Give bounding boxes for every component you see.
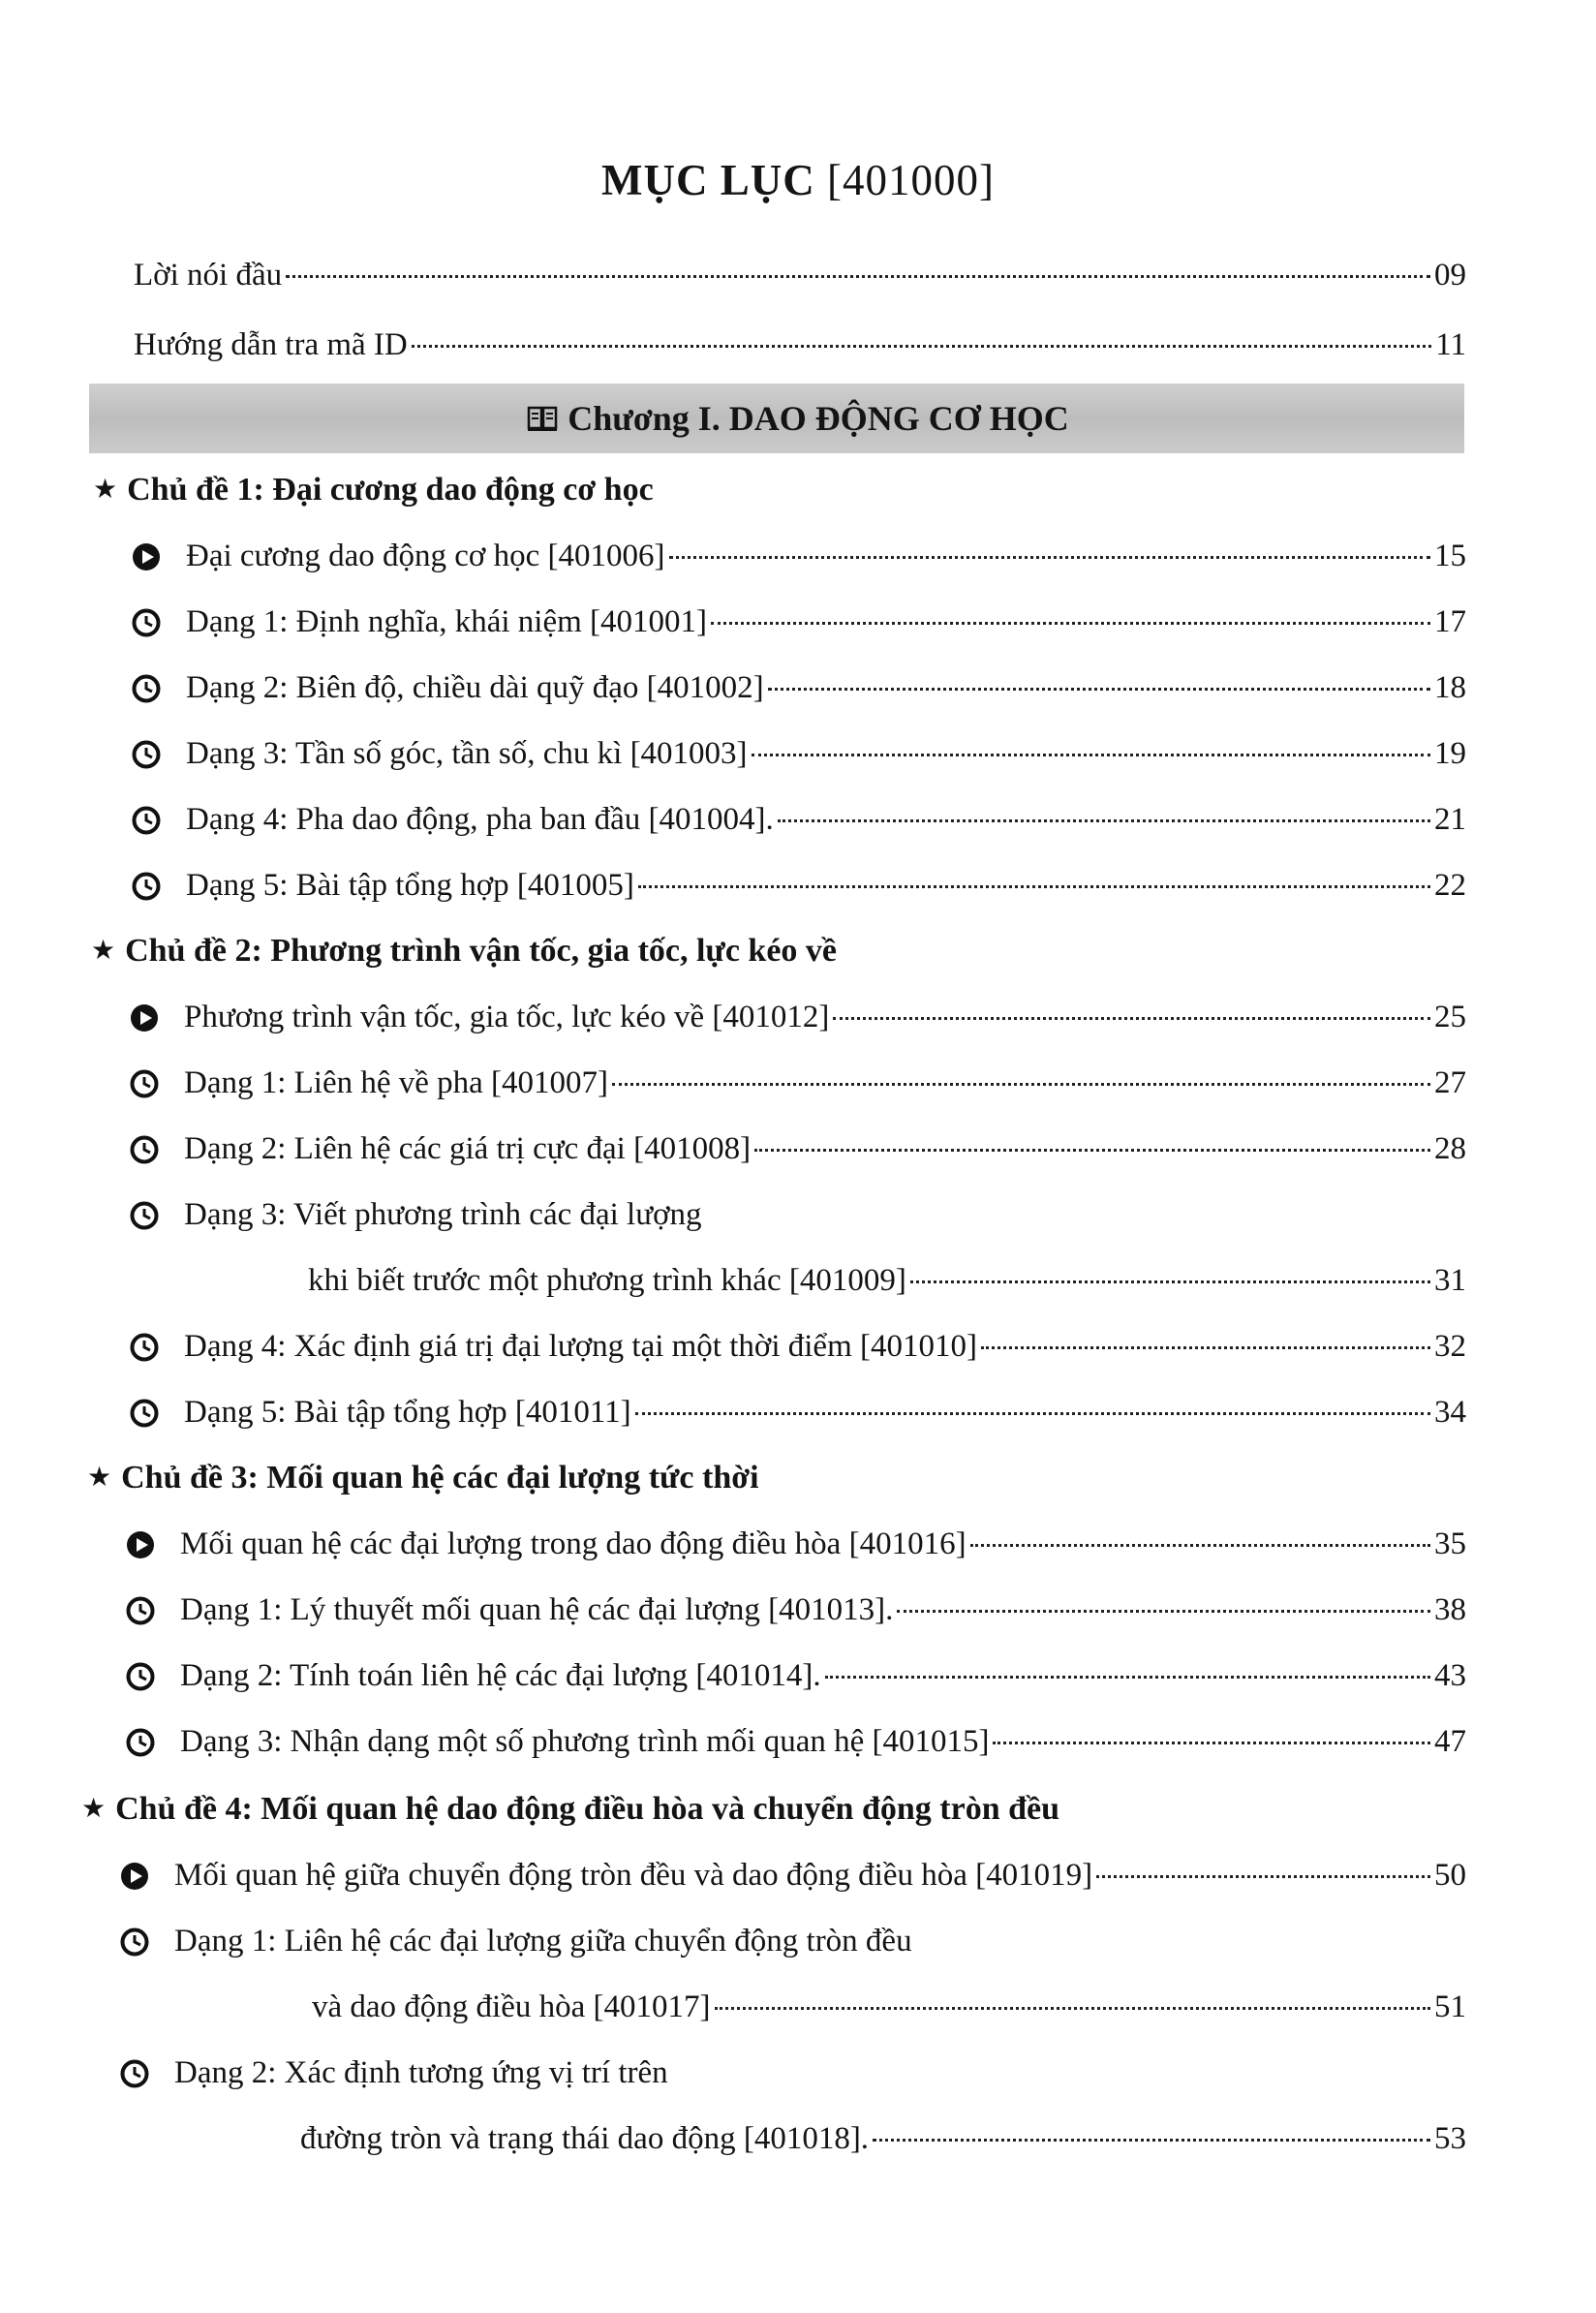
dot-leader	[897, 1610, 1430, 1613]
topic-label: Chủ đề 4: Mối quan hệ dao động điều hòa và chuyển động tròn đều	[115, 1791, 1060, 1827]
play-icon	[120, 1862, 149, 1891]
entry-page: 25	[1434, 1000, 1466, 1034]
entry-label: Dạng 2: Tính toán liên hệ các đại lượng [401014].	[180, 1658, 821, 1693]
toc-entry[interactable]	[186, 666, 1466, 709]
entry-label: Dạng 1: Liên hệ về pha [401007]	[184, 1065, 609, 1100]
entry-page: 53	[1434, 2121, 1466, 2156]
entry-page: 38	[1434, 1592, 1466, 1627]
clock-icon	[126, 1662, 155, 1691]
dot-leader	[638, 885, 1430, 888]
dot-leader	[768, 688, 1430, 691]
entry-page: 35	[1434, 1527, 1466, 1561]
page-title	[0, 155, 1596, 205]
dot-leader	[754, 1149, 1430, 1152]
chapter-heading[interactable]	[0, 391, 1596, 446]
toc-entry-continuation[interactable]	[300, 2117, 1466, 2160]
entry-label: Phương trình vận tốc, gia tốc, lực kéo về [401012]	[184, 1000, 830, 1034]
entry-label: Hướng dẫn tra mã ID	[134, 327, 408, 362]
entry-label: Dạng 5: Bài tập tổng hợp [401011]	[184, 1395, 631, 1430]
dot-leader	[825, 1676, 1430, 1679]
toc-entry[interactable]	[174, 1920, 1466, 1962]
entry-label: khi biết trước một phương trình khác [401009]	[308, 1263, 906, 1298]
entry-page: 43	[1434, 1658, 1466, 1693]
dot-leader	[993, 1742, 1430, 1744]
entry-page: 15	[1434, 539, 1466, 573]
dot-leader	[1096, 1875, 1430, 1878]
entry-page: 21	[1434, 802, 1466, 837]
entry-page: 27	[1434, 1065, 1466, 1100]
toc-entry[interactable]	[180, 1720, 1466, 1763]
entry-page: 34	[1434, 1395, 1466, 1430]
entry-page: 51	[1434, 1989, 1466, 2024]
topic-heading-2[interactable]	[91, 930, 837, 973]
entry-page: 32	[1434, 1329, 1466, 1364]
dot-leader	[635, 1412, 1430, 1415]
chapter-title-text: Chương I. DAO ĐỘNG CƠ HỌC	[568, 399, 1069, 438]
clock-icon	[132, 806, 161, 835]
dot-leader	[910, 1280, 1430, 1283]
toc-entry[interactable]	[184, 1062, 1466, 1104]
dot-leader	[873, 2139, 1430, 2142]
entry-page: 28	[1434, 1131, 1466, 1166]
entry-label: Dạng 4: Pha dao động, pha ban đầu [401004].	[186, 802, 774, 837]
toc-entry[interactable]	[184, 996, 1466, 1038]
entry-label: đường tròn và trạng thái dao động [401018].	[300, 2121, 870, 2156]
dot-leader	[752, 754, 1430, 756]
dot-leader	[981, 1346, 1430, 1349]
clock-icon	[132, 674, 161, 703]
entry-label: Dạng 3: Nhận dạng một số phương trình mối quan hệ [401015]	[180, 1724, 990, 1759]
clock-icon	[130, 1135, 159, 1164]
dot-leader	[612, 1083, 1430, 1086]
entry-label: Dạng 1: Định nghĩa, khái niệm [401001]	[186, 604, 707, 639]
entry-page: 47	[1434, 1724, 1466, 1759]
entry-page: 31	[1434, 1263, 1466, 1298]
star-icon: ★	[81, 1792, 107, 1824]
play-icon	[130, 1003, 159, 1033]
topic-label: Chủ đề 2: Phương trình vận tốc, gia tốc, lực kéo về	[125, 933, 838, 969]
book-icon	[527, 405, 558, 432]
dot-leader	[778, 819, 1430, 822]
clock-icon	[120, 1928, 149, 1957]
clock-icon	[120, 2059, 149, 2088]
play-icon	[126, 1530, 155, 1559]
dot-leader	[286, 275, 1430, 278]
toc-entry[interactable]	[184, 1127, 1466, 1170]
entry-page: 18	[1434, 670, 1466, 705]
entry-label: Lời nói đầu	[134, 258, 283, 293]
toc-entry[interactable]	[184, 1193, 1466, 1236]
toc-entry[interactable]	[174, 1854, 1466, 1897]
toc-entry[interactable]	[186, 535, 1466, 577]
entry-label: Dạng 2: Biên độ, chiều dài quỹ đạo [401002]	[186, 670, 764, 705]
clock-icon	[130, 1333, 159, 1362]
star-icon: ★	[87, 1461, 112, 1493]
toc-entry[interactable]	[174, 2051, 1466, 2094]
title-main: MỤC LỤC	[601, 156, 815, 204]
entry-label: Đại cương dao động cơ học [401006]	[186, 539, 665, 573]
topic-label: Chủ đề 3: Mối quan hệ các đại lượng tức thời	[121, 1460, 759, 1496]
clock-icon	[132, 872, 161, 901]
topic-label: Chủ đề 1: Đại cương dao động cơ học	[127, 472, 654, 508]
entry-page: 19	[1434, 736, 1466, 771]
toc-entry[interactable]	[184, 1325, 1466, 1368]
toc-entry[interactable]	[184, 1391, 1466, 1434]
clock-icon	[132, 740, 161, 769]
clock-icon	[130, 1201, 159, 1230]
toc-entry[interactable]	[186, 732, 1466, 775]
clock-icon	[126, 1728, 155, 1757]
entry-label: Dạng 2: Liên hệ các giá trị cực đại [401008]	[184, 1131, 752, 1166]
entry-label: Dạng 2: Xác định tương ứng vị trí trên	[174, 2055, 668, 2090]
toc-entry[interactable]	[186, 601, 1466, 643]
toc-entry[interactable]	[180, 1654, 1466, 1697]
entry-label: Dạng 1: Lý thuyết mối quan hệ các đại lượng [401013].	[180, 1592, 894, 1627]
dot-leader	[715, 2007, 1431, 2010]
entry-page: 17	[1434, 604, 1466, 639]
entry-label: Dạng 3: Tần số góc, tần số, chu kì [401003]	[186, 736, 748, 771]
topic-heading-3[interactable]	[87, 1457, 759, 1500]
dot-leader	[833, 1017, 1430, 1020]
entry-page: 11	[1435, 327, 1466, 362]
clock-icon	[132, 608, 161, 637]
dot-leader	[711, 622, 1430, 625]
toc-entry[interactable]	[180, 1523, 1466, 1565]
toc-entry-preface[interactable]	[134, 254, 1466, 296]
entry-label: Dạng 3: Viết phương trình các đại lượng	[184, 1197, 702, 1232]
entry-page: 22	[1434, 868, 1466, 903]
toc-entry-continuation[interactable]	[308, 1259, 1466, 1302]
toc-entry-continuation[interactable]	[312, 1986, 1466, 2028]
entry-label: Dạng 4: Xác định giá trị đại lượng tại một thời điểm [401010]	[184, 1329, 977, 1364]
dot-leader	[970, 1544, 1430, 1547]
clock-icon	[130, 1399, 159, 1428]
entry-label: Dạng 1: Liên hệ các đại lượng giữa chuyển động tròn đều	[174, 1924, 912, 1958]
play-icon	[132, 542, 161, 571]
topic-heading-1[interactable]	[93, 469, 654, 512]
entry-label: Mối quan hệ giữa chuyển động tròn đều và dao động điều hòa [401019]	[174, 1858, 1093, 1893]
toc-entry[interactable]	[186, 798, 1466, 841]
star-icon: ★	[91, 934, 116, 966]
dot-leader	[669, 556, 1430, 559]
topic-heading-4[interactable]	[81, 1788, 1059, 1832]
entry-label: Dạng 5: Bài tập tổng hợp [401005]	[186, 868, 634, 903]
entry-label: Mối quan hệ các đại lượng trong dao động điều hòa [401016]	[180, 1527, 967, 1561]
clock-icon	[130, 1069, 159, 1098]
clock-icon	[126, 1596, 155, 1625]
toc-entry-id-guide[interactable]	[134, 324, 1466, 366]
toc-entry[interactable]	[180, 1588, 1466, 1631]
entry-page: 50	[1434, 1858, 1466, 1893]
entry-page: 09	[1434, 258, 1466, 293]
entry-label: và dao động điều hòa [401017]	[312, 1989, 711, 2024]
toc-entry[interactable]	[186, 864, 1466, 907]
dot-leader	[412, 345, 1431, 348]
star-icon: ★	[93, 473, 118, 505]
title-code: [401000]	[827, 156, 995, 204]
